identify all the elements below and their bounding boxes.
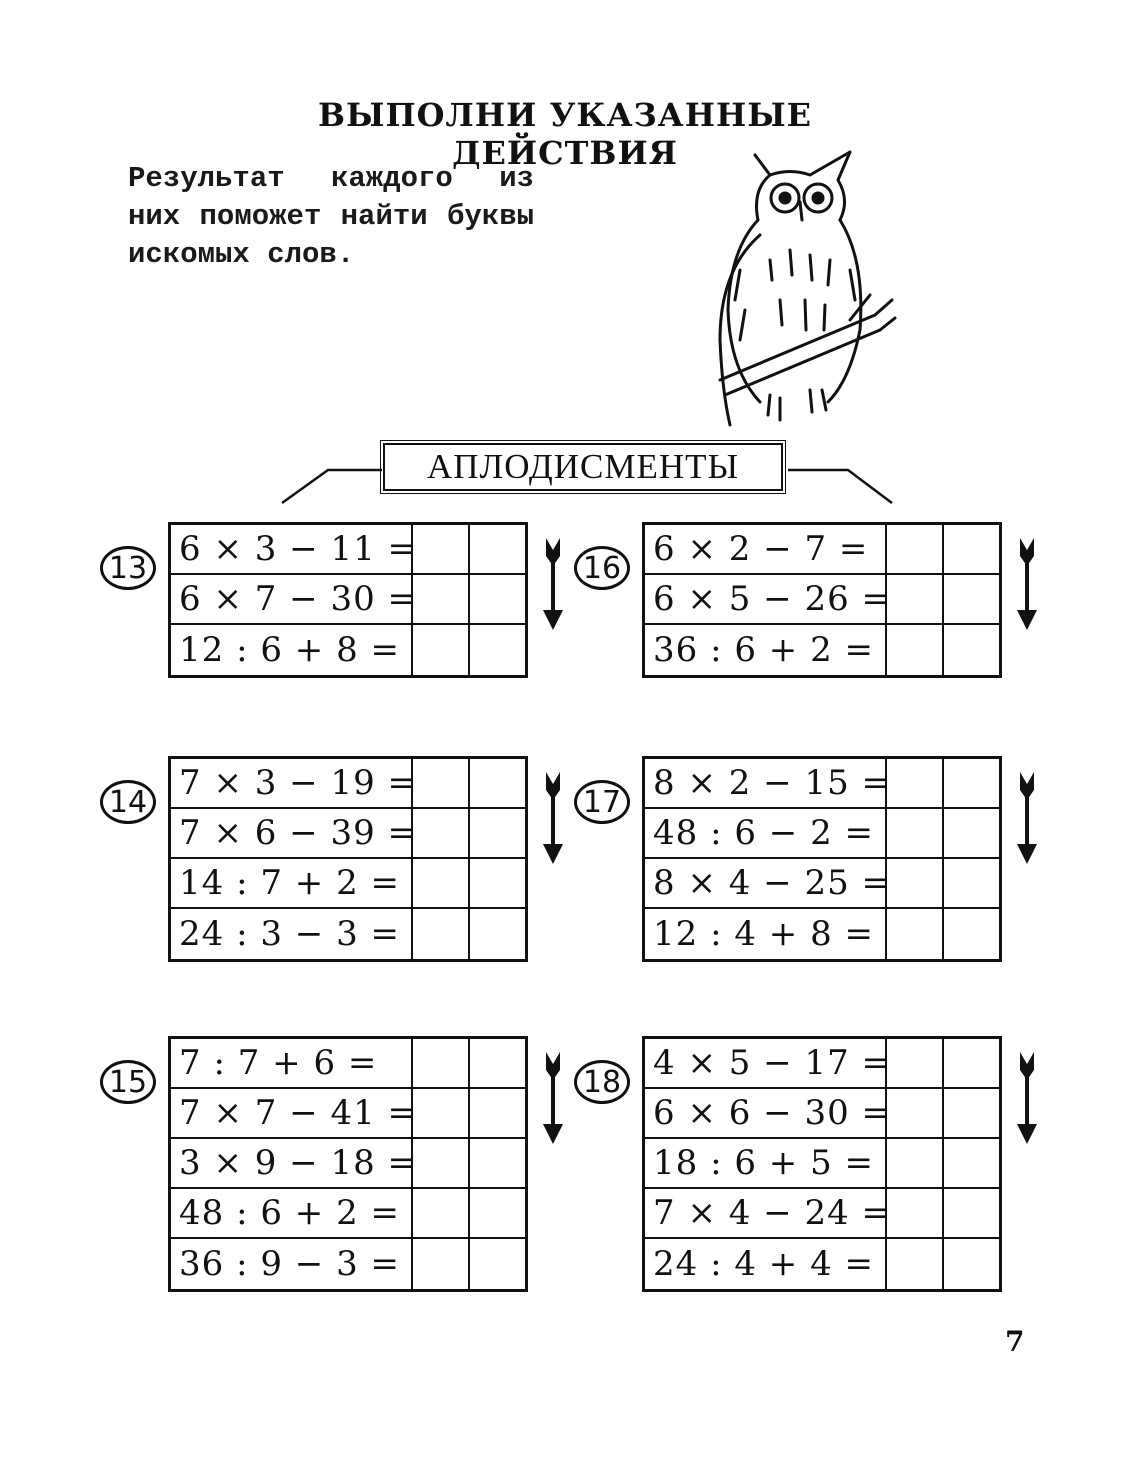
- answer-cell[interactable]: [887, 525, 944, 573]
- answer-cell[interactable]: [470, 909, 525, 959]
- expression: 7 × 3 − 19 =: [171, 759, 413, 807]
- exercise-grid: [168, 1036, 528, 1292]
- arrow-down-icon: [538, 1048, 568, 1158]
- arrow-down-icon: [538, 768, 568, 878]
- answer-cell[interactable]: [470, 525, 525, 573]
- answer-cell[interactable]: [470, 625, 525, 675]
- answer-cell[interactable]: [944, 759, 999, 807]
- task-number: 17: [574, 780, 630, 824]
- exercise-grid: [642, 522, 1002, 678]
- exercise-row: [171, 525, 525, 575]
- answer-cell[interactable]: [470, 1239, 525, 1289]
- answer-cell[interactable]: [944, 1239, 999, 1289]
- answer-cell[interactable]: [887, 1139, 944, 1187]
- exercise-row: [171, 1089, 525, 1139]
- answer-cell[interactable]: [413, 809, 470, 857]
- answer-cell[interactable]: [470, 1189, 525, 1237]
- expression: 18 : 6 + 5 =: [645, 1139, 887, 1187]
- exercise-row: [645, 1239, 999, 1289]
- answer-cell[interactable]: [887, 859, 944, 907]
- exercise-row: [645, 1039, 999, 1089]
- task-number: 14: [100, 780, 156, 824]
- answer-cell[interactable]: [944, 909, 999, 959]
- answer-cell[interactable]: [413, 525, 470, 573]
- expression: 48 : 6 − 2 =: [645, 809, 887, 857]
- answer-cell[interactable]: [944, 1089, 999, 1137]
- answer-cell[interactable]: [413, 859, 470, 907]
- answer-cell[interactable]: [944, 859, 999, 907]
- owl-icon: [700, 140, 900, 430]
- exercise-row: [171, 1039, 525, 1089]
- answer-cell[interactable]: [470, 1039, 525, 1087]
- task-number: 18: [574, 1060, 630, 1104]
- arrow-down-icon: [1012, 768, 1042, 878]
- exercise-row: [171, 909, 525, 959]
- expression: 36 : 6 + 2 =: [645, 625, 887, 675]
- arrow-down-icon: [1012, 1048, 1042, 1158]
- exercise-row: [645, 809, 999, 859]
- exercise-row: [171, 759, 525, 809]
- exercise-row: [645, 1139, 999, 1189]
- exercise-row: [645, 1189, 999, 1239]
- expression: 7 × 4 − 24 =: [645, 1189, 887, 1237]
- exercise-grid: [168, 522, 528, 678]
- expression: 24 : 4 + 4 =: [645, 1239, 887, 1289]
- task-number: 15: [100, 1060, 156, 1104]
- answer-cell[interactable]: [413, 759, 470, 807]
- expression: 7 × 7 − 41 =: [171, 1089, 413, 1137]
- page-number: 7: [1005, 1325, 1025, 1358]
- answer-cell[interactable]: [470, 1139, 525, 1187]
- expression: 6 × 7 − 30 =: [171, 575, 413, 623]
- exercise-row: [171, 809, 525, 859]
- answer-cell[interactable]: [887, 625, 944, 675]
- exercise-grid: [642, 756, 1002, 962]
- arrow-down-icon: [1012, 534, 1042, 644]
- intro-text: Результат каждого из них поможет найти буквы искомых слов.: [128, 162, 534, 271]
- expression: 8 × 4 − 25 =: [645, 859, 887, 907]
- expression: 6 × 2 − 7 =: [645, 525, 887, 573]
- answer-cell[interactable]: [944, 575, 999, 623]
- answer-cell[interactable]: [413, 1239, 470, 1289]
- expression: 6 × 6 − 30 =: [645, 1089, 887, 1137]
- exercise-row: [171, 625, 525, 675]
- answer-cell[interactable]: [887, 909, 944, 959]
- exercise-row: [171, 1239, 525, 1289]
- expression: 3 × 9 − 18 =: [171, 1139, 413, 1187]
- task-number: 16: [574, 546, 630, 590]
- expression: 12 : 4 + 8 =: [645, 909, 887, 959]
- expression: 6 × 5 − 26 =: [645, 575, 887, 623]
- answer-cell[interactable]: [470, 759, 525, 807]
- answer-cell[interactable]: [944, 1139, 999, 1187]
- answer-cell[interactable]: [413, 1039, 470, 1087]
- expression: 14 : 7 + 2 =: [171, 859, 413, 907]
- expression: 24 : 3 − 3 =: [171, 909, 413, 959]
- exercise-grid: [168, 756, 528, 962]
- answer-cell[interactable]: [887, 1089, 944, 1137]
- expression: 7 × 6 − 39 =: [171, 809, 413, 857]
- answer-cell[interactable]: [944, 525, 999, 573]
- answer-cell[interactable]: [944, 1039, 999, 1087]
- exercise-row: [645, 1089, 999, 1139]
- exercise-row: [171, 1189, 525, 1239]
- answer-cell[interactable]: [944, 1189, 999, 1237]
- answer-cell[interactable]: [413, 575, 470, 623]
- answer-cell[interactable]: [887, 759, 944, 807]
- page-title: ВЫПОЛНИ УКАЗАННЫЕ ДЕЙСТВИЯ: [317, 96, 813, 172]
- answer-cell[interactable]: [887, 575, 944, 623]
- answer-cell[interactable]: [413, 625, 470, 675]
- answer-cell[interactable]: [470, 859, 525, 907]
- answer-cell[interactable]: [887, 1189, 944, 1237]
- answer-cell[interactable]: [413, 1189, 470, 1237]
- expression: 4 × 5 − 17 =: [645, 1039, 887, 1087]
- answer-cell[interactable]: [413, 1089, 470, 1137]
- exercise-row: [645, 625, 999, 675]
- arrow-down-icon: [538, 534, 568, 644]
- exercise-row: [171, 1139, 525, 1189]
- answer-cell[interactable]: [470, 575, 525, 623]
- answer-cell[interactable]: [944, 625, 999, 675]
- exercise-row: [171, 859, 525, 909]
- answer-cell[interactable]: [413, 1139, 470, 1187]
- exercise-row: [645, 859, 999, 909]
- answer-cell[interactable]: [413, 909, 470, 959]
- answer-cell[interactable]: [470, 1089, 525, 1137]
- expression: 48 : 6 + 2 =: [171, 1189, 413, 1237]
- task-number: 13: [100, 546, 156, 590]
- exercise-grid: [642, 1036, 1002, 1292]
- expression: 7 : 7 + 6 =: [171, 1039, 413, 1087]
- expression: 12 : 6 + 8 =: [171, 625, 413, 675]
- answer-cell[interactable]: [887, 1239, 944, 1289]
- exercise-row: [645, 759, 999, 809]
- exercise-row: [171, 575, 525, 625]
- answer-cell[interactable]: [470, 809, 525, 857]
- exercise-row: [645, 575, 999, 625]
- expression: 6 × 3 − 11 =: [171, 525, 413, 573]
- answer-cell[interactable]: [887, 809, 944, 857]
- expression: 36 : 9 − 3 =: [171, 1239, 413, 1289]
- answer-cell[interactable]: [887, 1039, 944, 1087]
- exercise-row: [645, 525, 999, 575]
- answer-cell[interactable]: [944, 809, 999, 857]
- answer-word-box: АПЛОДИСМЕНТЫ: [383, 443, 783, 491]
- expression: 8 × 2 − 15 =: [645, 759, 887, 807]
- exercise-row: [645, 909, 999, 959]
